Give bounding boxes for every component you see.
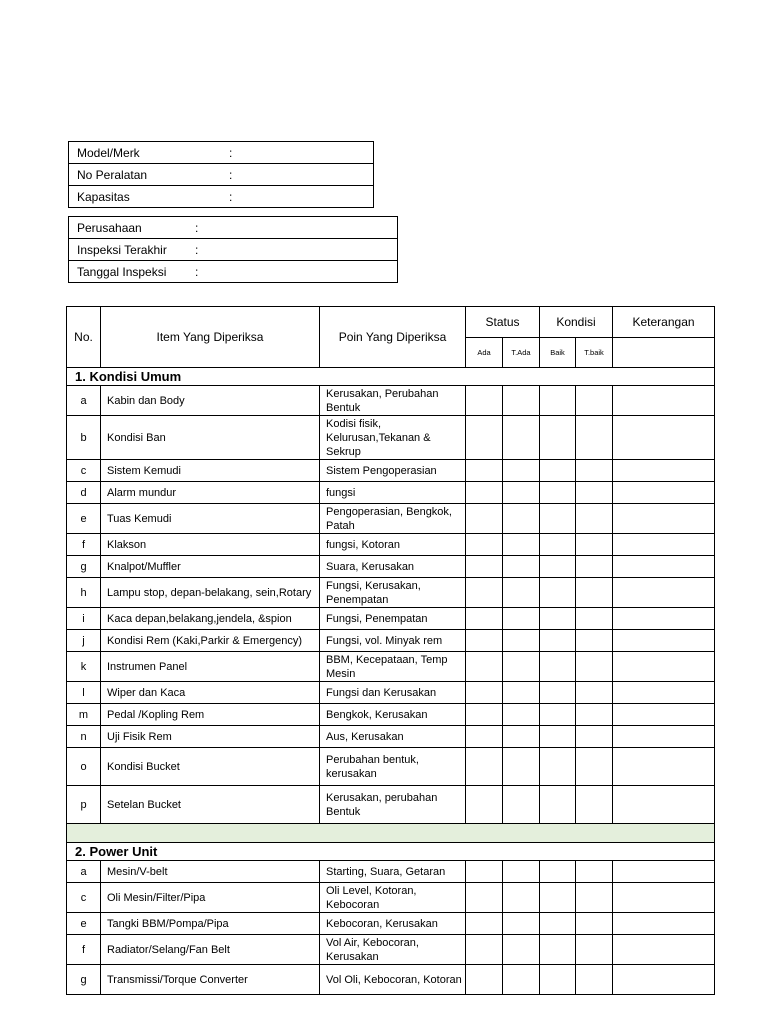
row-number: i (67, 608, 101, 630)
field-label: Perusahaan (77, 220, 142, 235)
row-poin: Perubahan bentuk, kerusakan (320, 748, 466, 786)
baik-checkbox-cell[interactable] (540, 726, 576, 748)
company-info-table (68, 216, 398, 283)
tada-checkbox-cell[interactable] (503, 534, 540, 556)
row-item: Transmissi/Torque Converter (101, 965, 320, 995)
keterangan-cell[interactable] (613, 534, 715, 556)
keterangan-cell[interactable] (613, 556, 715, 578)
tbaik-checkbox-cell[interactable] (576, 630, 613, 652)
ada-checkbox-cell[interactable] (466, 883, 503, 913)
tada-checkbox-cell[interactable] (503, 578, 540, 608)
row-poin: Kerusakan, perubahan Bentuk (320, 786, 466, 824)
keterangan-cell[interactable] (613, 726, 715, 748)
baik-checkbox-cell[interactable] (540, 482, 576, 504)
table-row (67, 682, 715, 704)
tada-checkbox-cell[interactable] (503, 935, 540, 965)
tbaik-checkbox-cell[interactable] (576, 965, 613, 995)
row-item: Wiper dan Kaca (101, 682, 320, 704)
ada-checkbox-cell[interactable] (466, 682, 503, 704)
row-item: Mesin/V-belt (101, 861, 320, 883)
field-separator: : (229, 189, 233, 204)
table-row (67, 608, 715, 630)
row-number: n (67, 726, 101, 748)
tbaik-checkbox-cell[interactable] (576, 883, 613, 913)
model-merk-field[interactable] (69, 142, 374, 164)
inspeksi-terakhir-field[interactable] (69, 239, 398, 261)
info-row-kapasitas (69, 186, 374, 208)
tada-checkbox-cell[interactable] (503, 416, 540, 460)
section-kondisi-umum (67, 368, 715, 824)
row-poin: Fungsi, Penempatan (320, 608, 466, 630)
equipment-info-table (68, 141, 374, 208)
ada-checkbox-cell[interactable] (466, 704, 503, 726)
tbaik-checkbox-cell[interactable] (576, 913, 613, 935)
row-poin: Aus, Kerusakan (320, 726, 466, 748)
row-number: b (67, 416, 101, 460)
subheader-ada: Ada (466, 338, 503, 368)
section-separator (67, 824, 715, 843)
keterangan-cell[interactable] (613, 652, 715, 682)
tada-checkbox-cell[interactable] (503, 965, 540, 995)
ada-checkbox-cell[interactable] (466, 965, 503, 995)
row-number: f (67, 935, 101, 965)
ada-checkbox-cell[interactable] (466, 608, 503, 630)
table-row (67, 913, 715, 935)
ada-checkbox-cell[interactable] (466, 786, 503, 824)
baik-checkbox-cell[interactable] (540, 682, 576, 704)
ada-checkbox-cell[interactable] (466, 578, 503, 608)
baik-checkbox-cell[interactable] (540, 935, 576, 965)
tbaik-checkbox-cell[interactable] (576, 504, 613, 534)
tbaik-checkbox-cell[interactable] (576, 556, 613, 578)
row-number: m (67, 704, 101, 726)
table-row (67, 652, 715, 682)
ada-checkbox-cell[interactable] (466, 630, 503, 652)
row-item: Tangki BBM/Pompa/Pipa (101, 913, 320, 935)
baik-checkbox-cell[interactable] (540, 883, 576, 913)
row-poin: Bengkok, Kerusakan (320, 704, 466, 726)
tada-checkbox-cell[interactable] (503, 608, 540, 630)
tada-checkbox-cell[interactable] (503, 726, 540, 748)
tada-checkbox-cell[interactable] (503, 460, 540, 482)
table-row (67, 630, 715, 652)
tbaik-checkbox-cell[interactable] (576, 482, 613, 504)
tada-checkbox-cell[interactable] (503, 386, 540, 416)
section-title: 2. Power Unit (67, 843, 715, 861)
tada-checkbox-cell[interactable] (503, 652, 540, 682)
table-row (67, 556, 715, 578)
table-row (67, 748, 715, 786)
field-separator: : (195, 264, 199, 279)
row-number: e (67, 504, 101, 534)
row-number: k (67, 652, 101, 682)
field-label: No Peralatan (77, 167, 148, 182)
table-row (67, 482, 715, 504)
row-item: Oli Mesin/Filter/Pipa (101, 883, 320, 913)
header-status: Status (466, 307, 540, 338)
field-separator: : (229, 167, 233, 182)
tbaik-checkbox-cell[interactable] (576, 786, 613, 824)
row-poin: Pengoperasian, Bengkok, Patah (320, 504, 466, 534)
tbaik-checkbox-cell[interactable] (576, 608, 613, 630)
tbaik-checkbox-cell[interactable] (576, 578, 613, 608)
ada-checkbox-cell[interactable] (466, 482, 503, 504)
tbaik-checkbox-cell[interactable] (576, 861, 613, 883)
info-row-model (69, 142, 374, 164)
tbaik-checkbox-cell[interactable] (576, 935, 613, 965)
row-poin: Sistem Pengoperasian (320, 460, 466, 482)
tada-checkbox-cell[interactable] (503, 682, 540, 704)
row-number: o (67, 748, 101, 786)
row-item: Kabin dan Body (101, 386, 320, 416)
row-item: Alarm mundur (101, 482, 320, 504)
keterangan-cell[interactable] (613, 578, 715, 608)
table-row (67, 726, 715, 748)
ada-checkbox-cell[interactable] (466, 504, 503, 534)
baik-checkbox-cell[interactable] (540, 861, 576, 883)
row-number: p (67, 786, 101, 824)
table-row (67, 861, 715, 883)
row-number: g (67, 556, 101, 578)
table-row (67, 965, 715, 995)
baik-checkbox-cell[interactable] (540, 578, 576, 608)
tada-checkbox-cell[interactable] (503, 482, 540, 504)
info-row-tanggal-inspeksi (69, 261, 398, 283)
row-number: a (67, 861, 101, 883)
baik-checkbox-cell[interactable] (540, 556, 576, 578)
ada-checkbox-cell[interactable] (466, 935, 503, 965)
info-row-inspeksi-terakhir (69, 239, 398, 261)
header-row (67, 307, 715, 338)
kapasitas-field[interactable] (69, 186, 374, 208)
row-item: Pedal /Kopling Rem (101, 704, 320, 726)
header-kondisi: Kondisi (540, 307, 613, 338)
row-item: Kondisi Ban (101, 416, 320, 460)
row-poin: BBM, Kecepataan, Temp Mesin (320, 652, 466, 682)
row-poin: Kodisi fisik, Kelurusan,Tekanan & Sekrup (320, 416, 466, 460)
row-item: Klakson (101, 534, 320, 556)
keterangan-cell[interactable] (613, 935, 715, 965)
table-row (67, 460, 715, 482)
header-item: Item Yang Diperiksa (101, 307, 320, 368)
section-title: 1. Kondisi Umum (67, 368, 715, 386)
row-poin: fungsi, Kotoran (320, 534, 466, 556)
ada-checkbox-cell[interactable] (466, 726, 503, 748)
keterangan-cell[interactable] (613, 861, 715, 883)
baik-checkbox-cell[interactable] (540, 386, 576, 416)
subheader-tbaik: T.baik (576, 338, 613, 368)
row-poin: Fungsi, vol. Minyak rem (320, 630, 466, 652)
keterangan-cell[interactable] (613, 913, 715, 935)
table-row (67, 534, 715, 556)
row-item: Kondisi Bucket (101, 748, 320, 786)
row-number: f (67, 534, 101, 556)
subheader-keterangan-blank (613, 338, 715, 368)
keterangan-cell[interactable] (613, 883, 715, 913)
tbaik-checkbox-cell[interactable] (576, 460, 613, 482)
row-poin: Kerusakan, Perubahan Bentuk (320, 386, 466, 416)
ada-checkbox-cell[interactable] (466, 416, 503, 460)
row-item: Radiator/Selang/Fan Belt (101, 935, 320, 965)
tada-checkbox-cell[interactable] (503, 704, 540, 726)
row-number: c (67, 460, 101, 482)
keterangan-cell[interactable] (613, 748, 715, 786)
separator-row (67, 824, 715, 843)
baik-checkbox-cell[interactable] (540, 786, 576, 824)
baik-checkbox-cell[interactable] (540, 748, 576, 786)
baik-checkbox-cell[interactable] (540, 913, 576, 935)
ada-checkbox-cell[interactable] (466, 913, 503, 935)
ada-checkbox-cell[interactable] (466, 556, 503, 578)
row-poin: Kebocoran, Kerusakan (320, 913, 466, 935)
row-item: Instrumen Panel (101, 652, 320, 682)
tbaik-checkbox-cell[interactable] (576, 704, 613, 726)
baik-checkbox-cell[interactable] (540, 704, 576, 726)
row-poin: Starting, Suara, Getaran (320, 861, 466, 883)
field-separator: : (195, 220, 199, 235)
keterangan-cell[interactable] (613, 386, 715, 416)
baik-checkbox-cell[interactable] (540, 630, 576, 652)
row-number: g (67, 965, 101, 995)
field-label: Model/Merk (77, 145, 140, 160)
tada-checkbox-cell[interactable] (503, 861, 540, 883)
tada-checkbox-cell[interactable] (503, 883, 540, 913)
no-peralatan-field[interactable] (69, 164, 374, 186)
ada-checkbox-cell[interactable] (466, 460, 503, 482)
tada-checkbox-cell[interactable] (503, 504, 540, 534)
tbaik-checkbox-cell[interactable] (576, 652, 613, 682)
baik-checkbox-cell[interactable] (540, 652, 576, 682)
ada-checkbox-cell[interactable] (466, 386, 503, 416)
field-separator: : (195, 242, 199, 257)
keterangan-cell[interactable] (613, 504, 715, 534)
row-poin: fungsi (320, 482, 466, 504)
row-item: Tuas Kemudi (101, 504, 320, 534)
table-row (67, 578, 715, 608)
keterangan-cell[interactable] (613, 608, 715, 630)
section-header (67, 368, 715, 386)
perusahaan-field[interactable] (69, 217, 398, 239)
keterangan-cell[interactable] (613, 786, 715, 824)
table-row (67, 935, 715, 965)
row-number: e (67, 913, 101, 935)
row-poin: Vol Air, Kebocoran, Kerusakan (320, 935, 466, 965)
table-row (67, 386, 715, 416)
tbaik-checkbox-cell[interactable] (576, 416, 613, 460)
row-item: Uji Fisik Rem (101, 726, 320, 748)
baik-checkbox-cell[interactable] (540, 416, 576, 460)
tbaik-checkbox-cell[interactable] (576, 386, 613, 416)
table-row (67, 883, 715, 913)
tada-checkbox-cell[interactable] (503, 556, 540, 578)
table-row (67, 416, 715, 460)
ada-checkbox-cell[interactable] (466, 861, 503, 883)
tbaik-checkbox-cell[interactable] (576, 748, 613, 786)
row-item: Kondisi Rem (Kaki,Parkir & Emergency) (101, 630, 320, 652)
field-label: Inspeksi Terakhir (77, 242, 167, 257)
keterangan-cell[interactable] (613, 460, 715, 482)
table-row (67, 504, 715, 534)
keterangan-cell[interactable] (613, 416, 715, 460)
row-poin: Suara, Kerusakan (320, 556, 466, 578)
section-header (67, 843, 715, 861)
baik-checkbox-cell[interactable] (540, 460, 576, 482)
tada-checkbox-cell[interactable] (503, 630, 540, 652)
keterangan-cell[interactable] (613, 682, 715, 704)
row-poin: Fungsi, Kerusakan, Penempatan (320, 578, 466, 608)
field-label: Tanggal Inspeksi (77, 264, 167, 279)
section-power-unit (67, 843, 715, 995)
info-row-no-peralatan (69, 164, 374, 186)
row-item: Lampu stop, depan-belakang, sein,Rotary (101, 578, 320, 608)
table-row (67, 786, 715, 824)
baik-checkbox-cell[interactable] (540, 504, 576, 534)
tada-checkbox-cell[interactable] (503, 913, 540, 935)
table-row (67, 704, 715, 726)
row-number: l (67, 682, 101, 704)
field-label: Kapasitas (77, 189, 130, 204)
row-poin: Fungsi dan Kerusakan (320, 682, 466, 704)
row-poin: Oli Level, Kotoran, Kebocoran (320, 883, 466, 913)
row-number: c (67, 883, 101, 913)
inspection-checklist-table (66, 306, 715, 995)
header-no: No. (67, 307, 101, 368)
tada-checkbox-cell[interactable] (503, 786, 540, 824)
ada-checkbox-cell[interactable] (466, 534, 503, 556)
row-item: Knalpot/Muffler (101, 556, 320, 578)
row-item: Sistem Kemudi (101, 460, 320, 482)
ada-checkbox-cell[interactable] (466, 652, 503, 682)
subheader-baik: Baik (540, 338, 576, 368)
subheader-tada: T.Ada (503, 338, 540, 368)
tada-checkbox-cell[interactable] (503, 748, 540, 786)
row-item: Setelan Bucket (101, 786, 320, 824)
ada-checkbox-cell[interactable] (466, 748, 503, 786)
row-number: h (67, 578, 101, 608)
info-row-perusahaan (69, 217, 398, 239)
keterangan-cell[interactable] (613, 482, 715, 504)
tbaik-checkbox-cell[interactable] (576, 534, 613, 556)
tbaik-checkbox-cell[interactable] (576, 682, 613, 704)
header-keterangan: Keterangan (613, 307, 715, 338)
keterangan-cell[interactable] (613, 704, 715, 726)
row-number: d (67, 482, 101, 504)
field-separator: : (229, 145, 233, 160)
baik-checkbox-cell[interactable] (540, 534, 576, 556)
row-poin: Vol Oli, Kebocoran, Kotoran (320, 965, 466, 995)
row-number: a (67, 386, 101, 416)
tbaik-checkbox-cell[interactable] (576, 726, 613, 748)
keterangan-cell[interactable] (613, 630, 715, 652)
keterangan-cell[interactable] (613, 965, 715, 995)
header-poin: Poin Yang Diperiksa (320, 307, 466, 368)
row-number: j (67, 630, 101, 652)
row-item: Kaca depan,belakang,jendela, &spion (101, 608, 320, 630)
baik-checkbox-cell[interactable] (540, 608, 576, 630)
tanggal-inspeksi-field[interactable] (69, 261, 398, 283)
baik-checkbox-cell[interactable] (540, 965, 576, 995)
